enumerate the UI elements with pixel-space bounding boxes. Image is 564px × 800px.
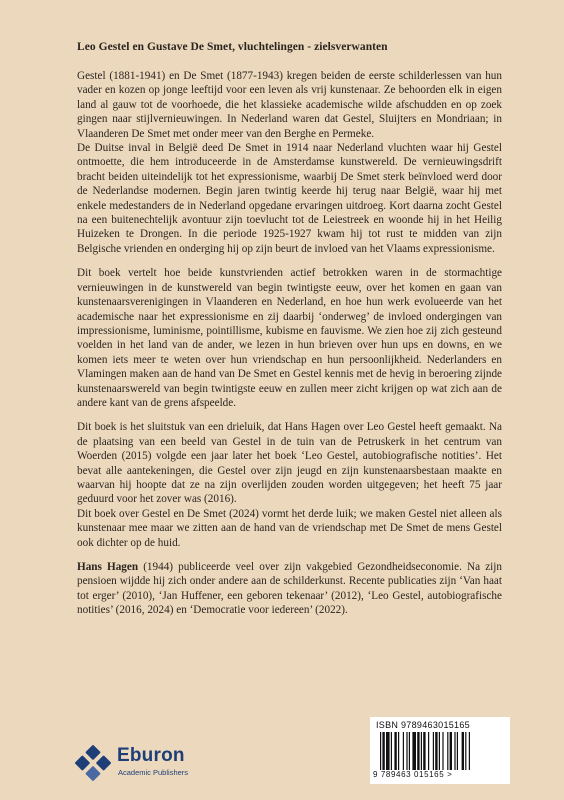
barcode-bar (435, 732, 437, 770)
publisher-logo (73, 743, 193, 783)
barcode-bar (465, 732, 466, 770)
barcode-bar (409, 732, 410, 770)
barcode-bar (394, 732, 396, 770)
barcode-bar (447, 732, 448, 770)
paragraph-war: De Duitse inval in België deed De Smet in 1914 naar Nederland vluchten waar hij Gestel ontmoette, die hem introduceerde in de Amsterdamse kunstwereld. De vernieuwingsdrift bracht beiden uiteindelijk tot het expressionisme, waarbij De Smet sterk beïnvloed werd door de Nederlandse modernen. Begin jaren twintig keerde hij terug naar België, waar hij met enkele medestanders de in Nederland opgedane ervaringen uitdroeg. Kort daarna zocht Gestel na een buitenechtelijk avontuur zijn toevlucht tot de Leiestreek en woonde hij in het Heilig Huizeken te Drongen. In die periode 1925-1927 kwam hij tot rust te midden van zijn Belgische vrienden en onderging hij op zijn beurt de invloed van het Vlaams expressionisme. (77, 142, 502, 255)
barcode-bar (386, 732, 390, 770)
barcode-bar (454, 732, 455, 770)
publisher-subtitle: Academic Publishers (118, 768, 189, 777)
author-name: Hans Hagen (77, 561, 139, 573)
barcode-bar (398, 732, 399, 770)
author-bio-text: (1944) publiceerde veel over zijn vakgebied Gezondheidseconomie. Na zijn pensioen wijdde hij zich onder andere aan de schilderkunst. Recente publicaties zijn ‘Van haat tot erger’ (2010), ‘Jan Huffener, een geboren tekenaar’ (2012), ‘Leo Gestel, autobiografische notities’ (2016, 2024) en ‘Democratie voor iedereen’ (2022). (77, 561, 502, 617)
barcode-digits: 9 789463 015165 > (373, 770, 453, 779)
back-cover-text (77, 40, 502, 628)
paragraph-triptych: Dit boek is het sluitstuk van een drieluik, dat Hans Hagen over Leo Gestel heeft gemaakt. Na de plaatsing van een beeld van Gestel in de tuin van de Petruskerk in het centrum van Woerden (2015) volgde een jaar later het boek ‘Leo Gestel, autobiografische notities’. Het bevat alle aantekeningen, die Gestel over zijn jeugd en zijn kunstenaarsbestaan maakte en waarvan hij hoopte dat ze na zijn overlijden zouden worden uitgegeven; het heeft 75 jaar geduurd voor het zover was (2016). (77, 421, 502, 506)
barcode-bar (417, 732, 419, 770)
book-title: Leo Gestel en Gustave De Smet, vluchtelingen - zielsverwanten (77, 41, 388, 53)
barcode-bar (380, 732, 381, 770)
barcode-bar (462, 732, 464, 770)
barcode-bar (423, 732, 425, 770)
paragraph-third-part: Dit boek over Gestel en De Smet (2024) vormt het derde luik; we maken Gestel niet alleen als kunstenaar mee maar we zitten aan de hand van de vriendschap met De Smet de mens Gestel ook dichter op de huid. (77, 507, 502, 549)
barcode-bar (406, 732, 407, 770)
publisher-name: Eburon (117, 745, 185, 766)
author-bio (77, 560, 502, 618)
barcode-bar (450, 732, 452, 770)
paragraph-book-summary: Dit boek vertelt hoe beide kunstvrienden actief betrokken waren in de stormachtige vernieuwingen in de kunstwereld van begin twintigste eeuw, over het komen en gaan van kunstenaarsverenigingen in Vlaanderen en Nederland, en hoe hun werk evolueerde van het academische naar het expressionisme en zij daarbij ‘onderweg’ de invloed ondergingen van impressionisme, luminisme, pointillisme, kubisme en fauvisme. We zien hoe zij zich gesteund voelden in het land van de ander, we lezen in hun brieven over hun ups en downs, en we komen iets meer te weten over hun vriendschap en hun persoonlijkheid. Nederlanders en Vlamingen maken aan de hand van De Smet en Gestel kennis met de hevig in beroering zijnde kunstenaarswereld van begin twintigste eeuw en zullen meer zicht krijgen op wat zich aan de andere kant van de grens afspeelde. (77, 267, 502, 409)
barcode-bar (421, 732, 422, 770)
barcode-bar (403, 732, 404, 770)
barcode-bar (442, 732, 443, 770)
barcode-bar (469, 732, 470, 770)
barcode-bar (382, 732, 384, 770)
barcode-bar (439, 732, 440, 770)
barcode-bar (457, 732, 458, 770)
eburon-logo-icon (73, 743, 113, 783)
paragraph-intro: Gestel (1881-1941) en De Smet (1877-1943) kregen beiden de eerste schilderlessen van hun vader en kozen op jonge leeftijd voor een leven als vrij kunstenaar. Ze behoorden elk in eigen land al gauw tot de voorhoede, die het klassieke academische wilde afschudden en op zoek gingen naar stijlvernieuwingen. In Nederland waren dat Gestel, Sluijters en Mondriaan; in Vlaanderen De Smet met onder meer van den Berghe en Permeke. (77, 70, 502, 140)
barcode-bar (428, 732, 429, 770)
barcode-bars (380, 732, 502, 770)
isbn-barcode (370, 717, 510, 784)
isbn-label: ISBN 9789463015165 (376, 720, 470, 730)
barcode-bar (412, 732, 416, 770)
barcode-bar (433, 732, 434, 770)
barcode-bar (391, 732, 392, 770)
